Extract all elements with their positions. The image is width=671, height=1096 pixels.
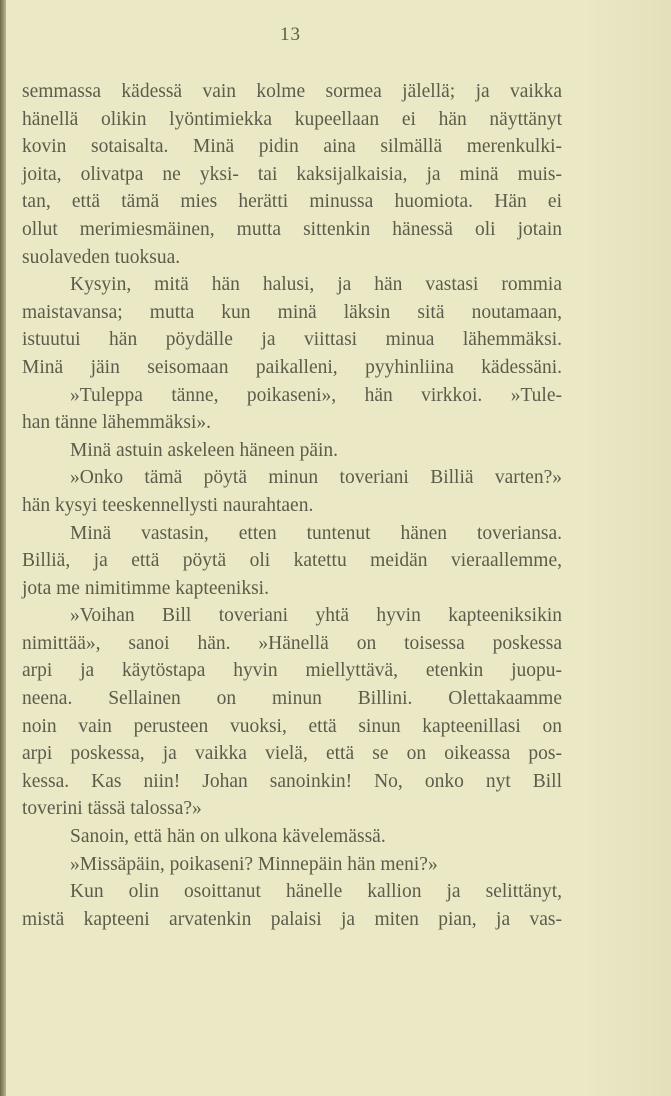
text-line: Minä astuin askeleen häneen päin.	[70, 439, 339, 461]
text-line: hänellä olikin lyöntimiekka kupeellaan ei hän näyttänyt	[22, 108, 562, 130]
body-text	[22, 78, 562, 933]
text-line: »Onko tämä pöytä minun toveriani Billiä varten?»	[70, 467, 562, 489]
text-line: »Tuleppa tänne, poikaseni», hän virkkoi. »Tule-	[70, 384, 562, 406]
text-line: arpi ja käytöstapa hyvin miellyttävä, etenkin juopu-	[22, 660, 562, 682]
text-line: hän kysyi teeskennellysti naurahtaen.	[22, 494, 314, 516]
text-line: Billiä, ja että pöytä oli katettu meidän vieraallemme,	[22, 550, 562, 572]
text-line: semmassa kädessä vain kolme sormea jälellä; ja vaikka	[22, 81, 562, 102]
text-line: toverini tässä talossa?»	[22, 798, 202, 820]
text-line: Kysyin, mitä hän halusi, ja hän vastasi rommia	[70, 274, 562, 296]
page-shading	[581, 0, 671, 1096]
book-binding-edge	[0, 0, 6, 1096]
text-line: ollut merimiesmäinen, mutta sittenkin hänessä oli jotain	[22, 218, 562, 240]
text-line: Kun olin osoittanut hänelle kallion ja selittänyt,	[70, 881, 562, 903]
text-line: han tänne lähemmäksi».	[22, 412, 211, 434]
page-number: 13	[280, 24, 301, 45]
text-line: jota me nimitimme kapteeniksi.	[22, 577, 269, 599]
text-line: Minä jäin seisomaan paikalleni, pyyhinliina kädessäni.	[22, 356, 562, 378]
text-line: tan, että tämä mies herätti minussa huomiota. Hän ei	[22, 191, 562, 213]
text-line: nimittää», sanoi hän. »Hänellä on toisessa poskessa	[22, 632, 562, 654]
text-line: maistavansa; mutta kun minä läksin sitä noutamaan,	[22, 301, 562, 323]
text-line: mistä kapteeni arvatenkin palaisi ja miten pian, ja vas-	[22, 908, 562, 930]
text-line: noin vain perusteen vuoksi, että sinun kapteenillasi on	[22, 715, 562, 737]
text-line: kovin sotaisalta. Minä pidin aina silmällä merenkulki-	[22, 136, 562, 158]
text-line: suolaveden tuoksua.	[22, 246, 181, 268]
text-line: istuutui hän pöydälle ja viittasi minua lähemmäksi.	[22, 329, 562, 351]
text-line: Sanoin, että hän on ulkona kävelemässä.	[70, 826, 386, 848]
text-line: »Missäpäin, poikaseni? Minnepäin hän meni?»	[70, 853, 438, 875]
text-line: Minä vastasin, etten tuntenut hänen toveriansa.	[70, 522, 562, 544]
text-line: neena. Sellainen on minun Billini. Olettakaamme	[22, 688, 562, 710]
text-line: joita, olivatpa ne yksi- tai kaksijalkaisia, ja minä muis-	[22, 163, 562, 185]
text-line: kessa. Kas niin! Johan sanoinkin! No, onko nyt Bill	[22, 770, 562, 792]
text-line: arpi poskessa, ja vaikka vielä, että se on oikeassa pos-	[22, 743, 562, 765]
text-line: »Voihan Bill toveriani yhtä hyvin kapteeniksikin	[70, 605, 562, 627]
